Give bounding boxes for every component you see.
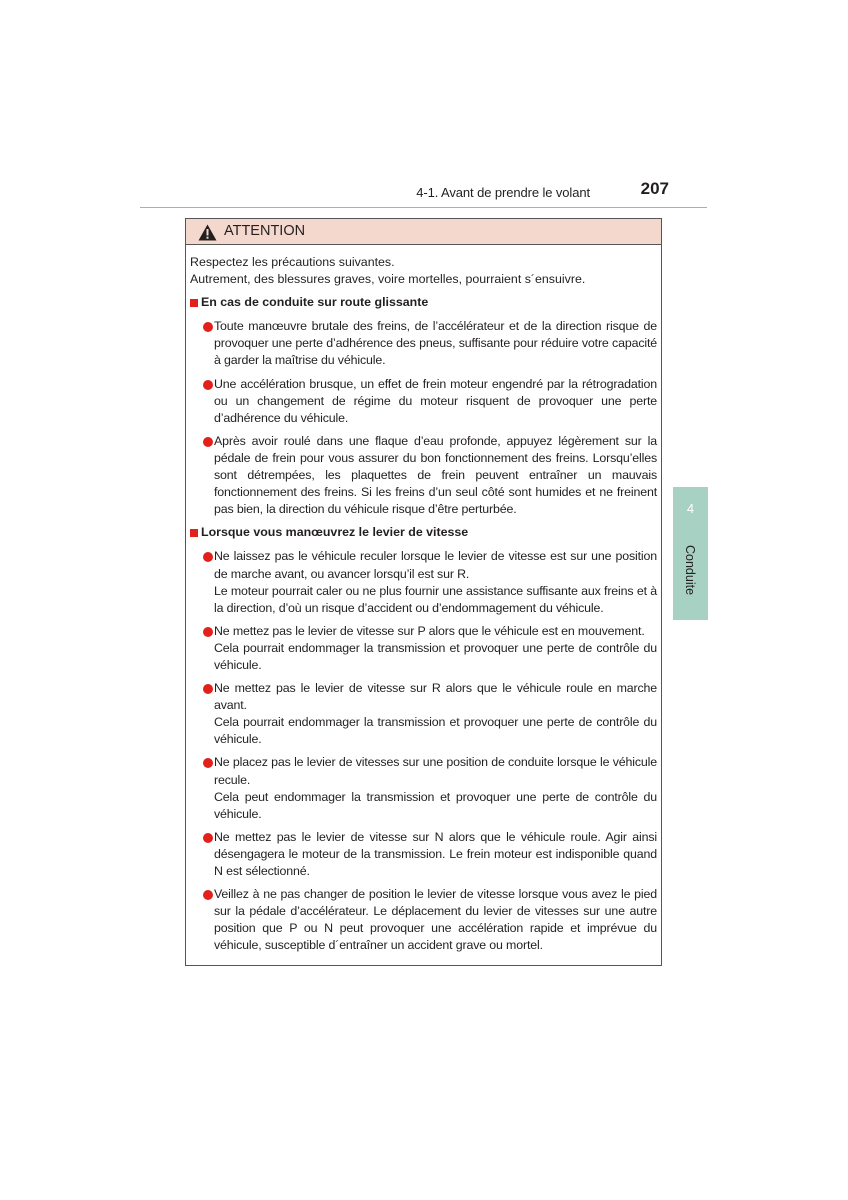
warning-triangle-icon (198, 224, 217, 241)
page-header (140, 180, 707, 208)
section-title: 4-1. Avant de prendre le volant (416, 185, 590, 200)
red-bullet-icon (203, 380, 213, 390)
chapter-tab (673, 487, 708, 620)
bullet-item (190, 829, 657, 880)
bullet-item (190, 754, 657, 822)
warning-title: ATTENTION (224, 223, 306, 239)
bullet-text: Cela peut endommager la transmission et provoquer une perte de contrôle du véhicule. (214, 789, 657, 821)
bullet-text: Le moteur pourrait caler ou ne plus fournir une assistance suffisante aux freins et à la direction, d’où un risque d’accident ou d’endommagement du véhicule. (214, 583, 657, 615)
chapter-label: Conduite (683, 545, 697, 596)
bullet-item (190, 548, 657, 616)
red-square-icon (190, 299, 198, 307)
section-heading (190, 294, 657, 311)
bullet-text: Cela pourrait endommager la transmission et provoquer une perte de contrôle du véhicule. (214, 640, 657, 672)
warning-box (185, 218, 662, 966)
bullet-text: Ne laissez pas le véhicule reculer lorsque le levier de vitesse est sur une position de marche avant, ou avancer lorsqu’il est sur R. (214, 549, 657, 581)
warning-body (186, 245, 661, 954)
red-bullet-icon (203, 322, 213, 332)
bullet-text: Ne placez pas le levier de vitesses sur une position de conduite lorsque le véhicule recule. (214, 755, 657, 787)
red-bullet-icon (203, 833, 213, 843)
red-bullet-icon (203, 437, 213, 447)
bullet-item (190, 318, 657, 369)
bullet-item (190, 623, 657, 674)
page-number: 207 (640, 179, 669, 198)
red-bullet-icon (203, 758, 213, 768)
red-bullet-icon (203, 627, 213, 637)
bullet-text: Cela pourrait endommager la transmission et provoquer une perte de contrôle du véhicule. (214, 715, 657, 747)
chapter-number: 4 (686, 501, 695, 516)
red-square-icon (190, 529, 198, 537)
warning-header (186, 219, 661, 245)
bullet-text: Ne mettez pas le levier de vitesse sur P alors que le véhicule est en mouvement. (214, 623, 645, 638)
bullet-item (190, 433, 657, 518)
red-bullet-icon (203, 890, 213, 900)
bullet-text: Après avoir roulé dans une flaque d’eau profonde, appuyez légèrement sur la pédale de frein pour vous assurer du bon fonctionnement des freins. Lorsqu’elles sont détrempées, les plaquettes de frein peuvent entraîner un mauvais fonctionnement des freins. Si les freins d’un seul côté sont humides et ne freinent pas bien, la direction du véhicule risque d’être perturbée. (214, 433, 657, 517)
red-bullet-icon (203, 552, 213, 562)
bullet-item (190, 680, 657, 748)
red-bullet-icon (203, 684, 213, 694)
bullet-text: Une accélération brusque, un effet de frein moteur engendré par la rétrogradation ou un changement de régime du moteur risquent de provoquer une perte d’adhérence du véhicule. (214, 376, 657, 425)
bullet-text: Ne mettez pas le levier de vitesse sur R alors que le véhicule roule en marche avant. (214, 681, 657, 713)
intro-line: Respectez les précautions suivantes. (190, 255, 395, 269)
bullet-item (190, 886, 657, 954)
intro-line: Autrement, des blessures graves, voire mortelles, pourraient s´ensuivre. (190, 272, 586, 287)
bullet-text: Ne mettez pas le levier de vitesse sur N alors que le véhicule roule. Agir ainsi désengagera le moteur de la transmission. Le frein moteur est indisponible quand N est sélectionné. (214, 829, 657, 878)
bullet-text: Toute manœuvre brutale des freins, de l’accélérateur et de la direction risque de provoquer une perte d’adhérence des pneus, suffisante pour réduire votre capacité à garder la maîtrise du véhicule. (214, 319, 657, 368)
section-heading (190, 524, 657, 541)
bullet-item (190, 376, 657, 427)
section-heading-text: Lorsque vous manœuvrez le levier de vitesse (201, 525, 469, 540)
section-heading-text: En cas de conduite sur route glissante (201, 295, 429, 310)
bullet-text: Veillez à ne pas changer de position le levier de vitesse lorsque vous avez le pied sur la pédale d’accélérateur. Le déplacement du levier de vitesses sur une autre position que P ou N peut provoquer une accélération rapide et imprévue du véhicule, susceptible d´entraîner un accident grave ou mortel. (214, 887, 657, 953)
